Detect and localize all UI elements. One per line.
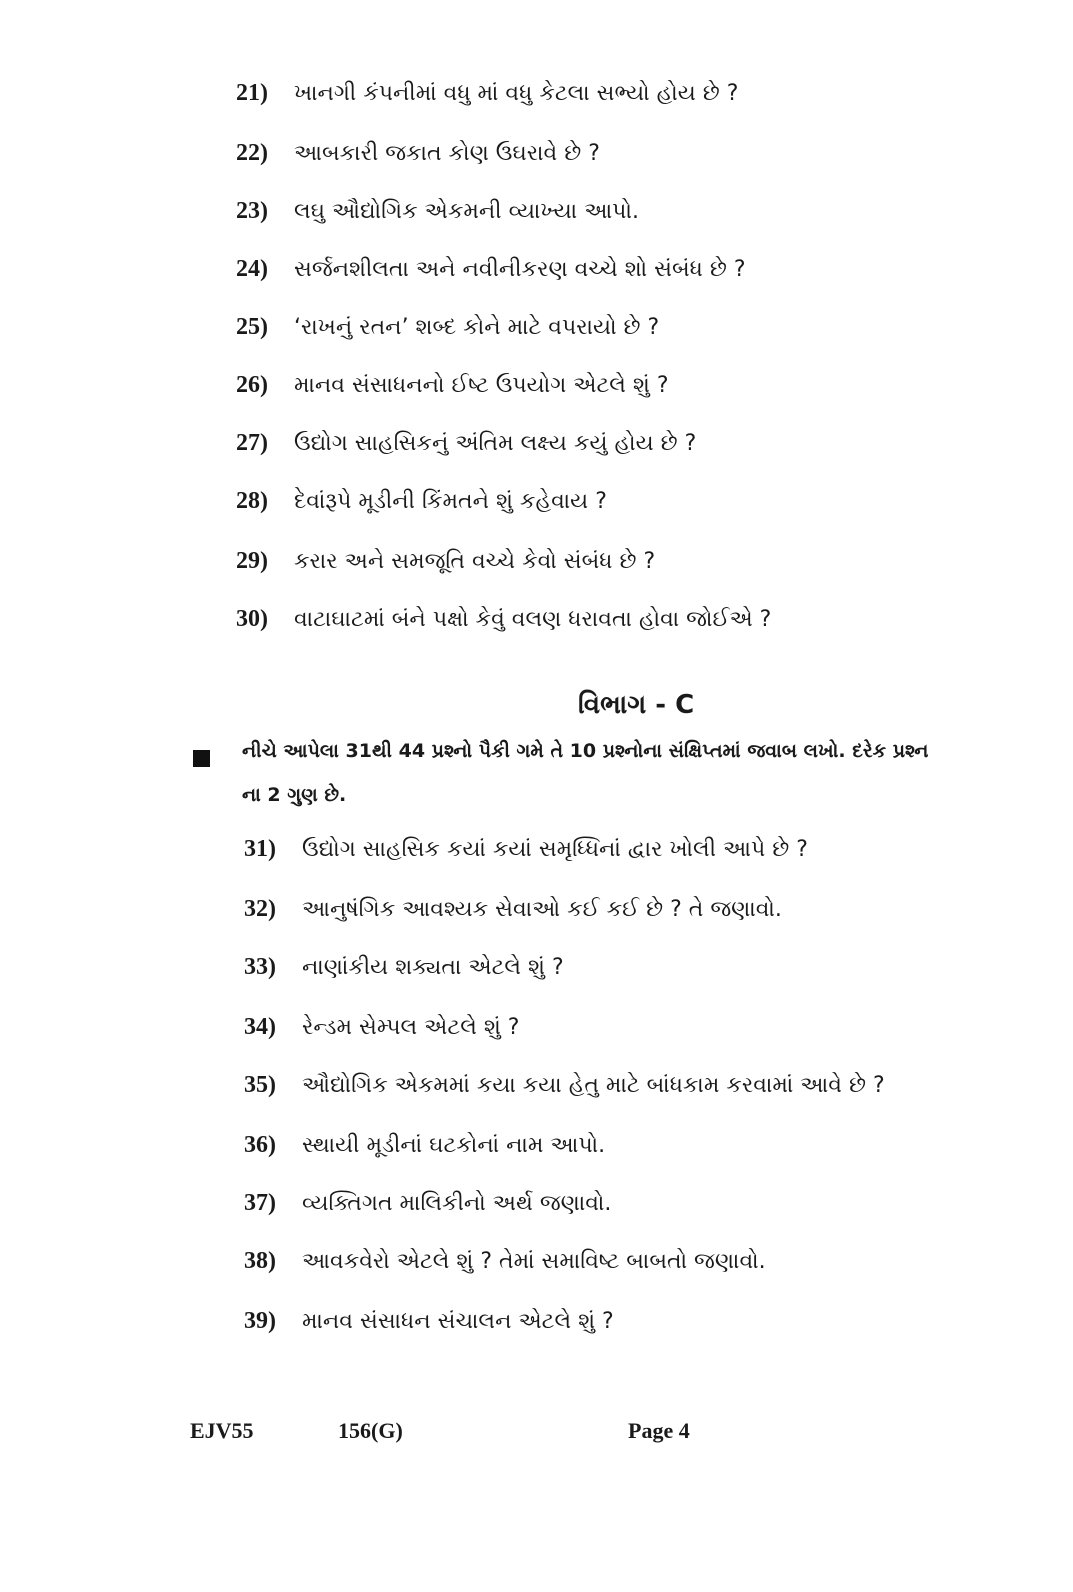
question-number: 26) bbox=[236, 372, 268, 398]
footer-page: Page 4 bbox=[628, 1418, 690, 1443]
question-34 bbox=[244, 1014, 519, 1041]
question-number: 25) bbox=[236, 314, 268, 340]
question-text: ઉદ્યોગ સાહસિકનું અંતિમ લક્ષ્ય કયું હોય છે ? bbox=[294, 431, 697, 456]
question-number: 23) bbox=[236, 198, 268, 224]
question-number: 32) bbox=[244, 896, 276, 922]
question-26 bbox=[236, 372, 669, 399]
question-text: ખાનગી કંપનીમાં વધુ માં વધુ કેટલા સભ્યો હોય છે ? bbox=[294, 81, 739, 106]
question-number: 24) bbox=[236, 256, 268, 282]
section-instruction-line-2: ના 2 ગુણ છે. bbox=[242, 784, 347, 806]
question-38 bbox=[244, 1248, 766, 1275]
question-text: દેવાંરૂપે મૂડીની કિંમતને શું કહેવાય ? bbox=[294, 489, 607, 514]
question-37 bbox=[244, 1190, 611, 1217]
question-25 bbox=[236, 314, 659, 341]
question-text: રેન્ડમ સેમ્પલ એટલે શું ? bbox=[302, 1015, 520, 1040]
footer-code: EJV55 bbox=[190, 1418, 254, 1443]
question-number: 39) bbox=[244, 1308, 276, 1334]
question-text: આનુષંગિક આવશ્યક સેવાઓ કઈ કઈ છે ? તે જણાવો. bbox=[302, 897, 782, 922]
question-text: આબકારી જકાત કોણ ઉઘરાવે છે ? bbox=[294, 141, 600, 166]
question-text: ઔદ્યોગિક એકમમાં કયા કયા હેતુ માટે બાંધકામ કરવામાં આવે છે ? bbox=[302, 1073, 885, 1098]
question-27 bbox=[236, 430, 696, 457]
footer-paper: 156(G) bbox=[338, 1418, 403, 1443]
question-text: સર્જનશીલતા અને નવીનીકરણ વચ્ચે શો સંબંધ છે ? bbox=[294, 257, 746, 282]
question-number: 35) bbox=[244, 1072, 276, 1098]
question-text: ‘રાખનું રતન’ શબ્દ કોને માટે વપરાયો છે ? bbox=[294, 315, 660, 340]
question-21 bbox=[236, 80, 738, 107]
question-text: માનવ સંસાધન સંચાલન એટલે શું ? bbox=[302, 1309, 614, 1334]
question-number: 21) bbox=[236, 80, 268, 106]
question-text: આવકવેરો એટલે શું ? તેમાં સમાવિષ્ટ બાબતો જણાવો. bbox=[302, 1249, 766, 1274]
question-24 bbox=[236, 256, 746, 283]
question-text: વ્યક્તિગત માલિકીનો અર્થ જણાવો. bbox=[302, 1191, 612, 1216]
question-23 bbox=[236, 198, 639, 225]
square-bullet-icon bbox=[193, 750, 210, 767]
question-number: 30) bbox=[236, 606, 268, 632]
question-22 bbox=[236, 140, 600, 167]
question-text: સ્થાયી મૂડીનાં ઘટકોનાં નામ આપો. bbox=[302, 1133, 606, 1158]
section-instruction-line-1: નીચે આપેલા 31થી 44 પ્રશ્નો પૈકી ગમે તે 10 પ્રશ્નોના સંક્ષિપ્તમાં જવાબ લખો. દરેક પ્રશ્ન bbox=[242, 740, 929, 762]
question-28 bbox=[236, 488, 607, 515]
question-29 bbox=[236, 548, 655, 575]
question-number: 33) bbox=[244, 954, 276, 980]
question-39 bbox=[244, 1308, 614, 1335]
question-32 bbox=[244, 896, 782, 923]
question-number: 37) bbox=[244, 1190, 276, 1216]
question-number: 34) bbox=[244, 1014, 276, 1040]
question-number: 29) bbox=[236, 548, 268, 574]
question-35 bbox=[244, 1072, 885, 1099]
question-text: નાણાંકીય શક્યતા એટલે શું ? bbox=[302, 955, 564, 980]
question-text: માનવ સંસાધનનો ઈષ્ટ ઉપયોગ એટલે શું ? bbox=[294, 373, 669, 398]
section-title: વિભાગ - C bbox=[578, 690, 695, 720]
question-text: વાટાઘાટમાં બંને પક્ષો કેવું વલણ ધરાવતા હોવા જોઈએ ? bbox=[294, 607, 772, 632]
question-number: 36) bbox=[244, 1132, 276, 1158]
question-30 bbox=[236, 606, 771, 633]
question-text: કરાર અને સમજૂતિ વચ્ચે કેવો સંબંધ છે ? bbox=[294, 549, 656, 574]
question-text: લઘુ ઔદ્યોગિક એકમની વ્યાખ્યા આપો. bbox=[294, 199, 639, 224]
question-31 bbox=[244, 836, 808, 863]
question-text: ઉદ્યોગ સાહસિક કયાં કયાં સમૃધ્ધિનાં દ્વાર ખોલી આપે છે ? bbox=[302, 837, 808, 862]
question-number: 27) bbox=[236, 430, 268, 456]
question-number: 38) bbox=[244, 1248, 276, 1274]
question-number: 22) bbox=[236, 140, 268, 166]
question-36 bbox=[244, 1132, 605, 1159]
question-number: 28) bbox=[236, 488, 268, 514]
question-33 bbox=[244, 954, 564, 981]
question-number: 31) bbox=[244, 836, 276, 862]
